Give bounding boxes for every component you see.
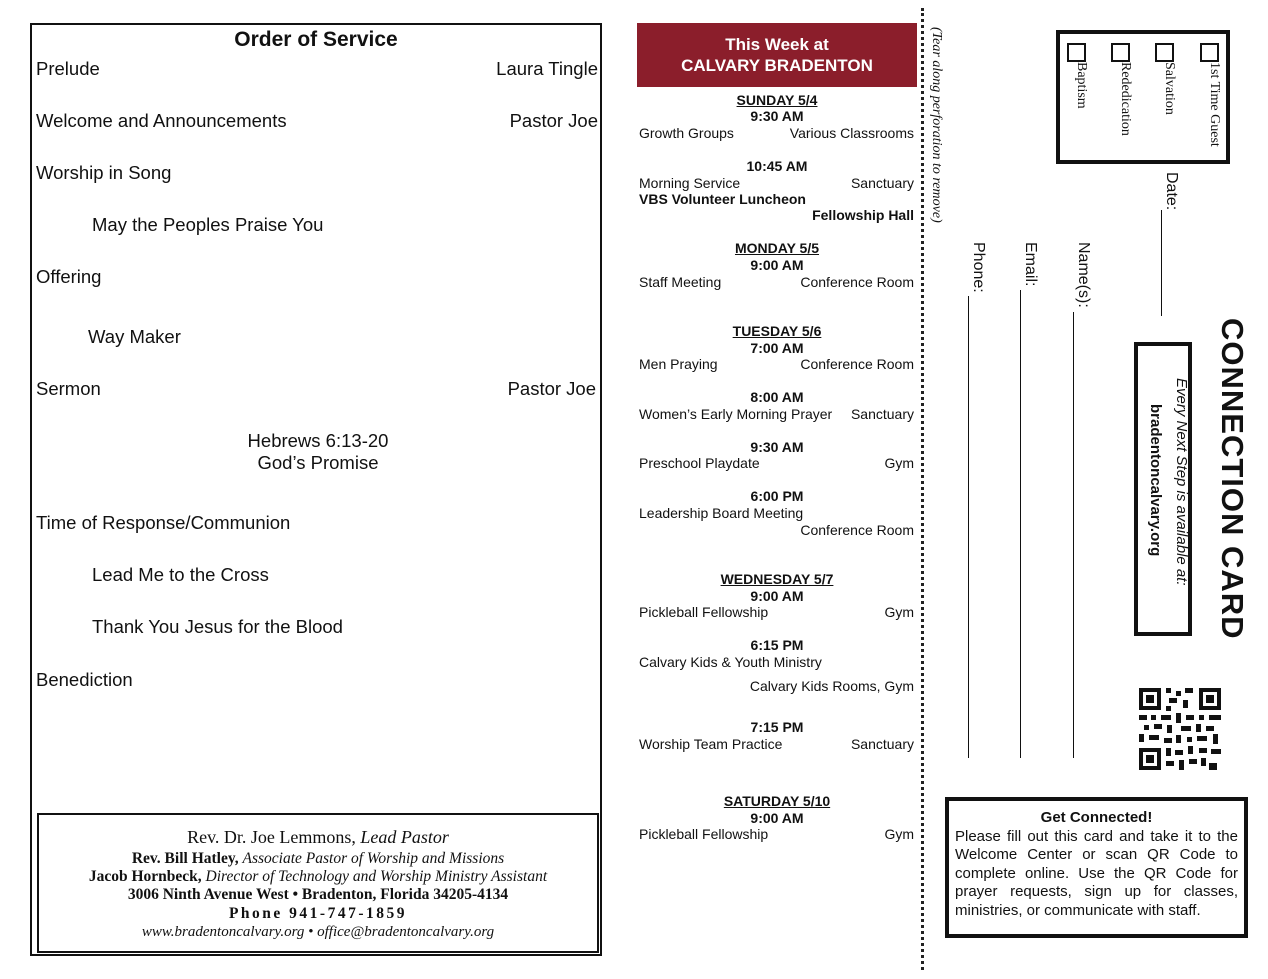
event-time: 7:15 PM [750,719,804,735]
banner-line-2: CALVARY BRADENTON [681,56,873,75]
event-name: Men Praying [639,356,718,372]
name-field[interactable] [1073,312,1074,758]
perforation-line [921,8,924,970]
event-time: 9:00 AM [750,810,804,826]
event-name: Morning Service [639,175,741,191]
event-name: Women’s Early Morning Prayer [639,406,833,422]
service-leader: Pastor Joe [509,110,598,131]
email-field[interactable] [1020,290,1021,758]
day-heading: TUESDAY 5/6 [732,323,822,339]
song-title: Thank You Jesus for the Blood [92,616,343,637]
staff-directory-box [37,813,599,953]
sermon-title: God’s Promise [257,452,379,473]
event-name: Staff Meeting [639,274,722,290]
day-heading: SATURDAY 5/10 [723,793,831,809]
event-time: 10:45 AM [746,158,808,174]
event-name: VBS Volunteer Luncheon [639,191,806,207]
associate-pastor-name: Rev. Bill Hatley, [131,850,239,867]
event-location: Conference Room [800,522,914,538]
service-item: Time of Response/Communion [36,512,291,533]
lead-pastor-line [39,827,597,848]
event-location: Fellowship Hall [812,207,914,223]
day-heading: MONDAY 5/5 [734,240,820,256]
get-connected-heading: Get Connected! [1040,809,1153,826]
event-name: Pickleball Fellowship [639,826,769,842]
church-web-email: www.bradentoncalvary.org • office@bradentoncalvary.org [141,924,495,940]
church-address: 3006 Ninth Avenue West • Bradenton, Florida 34205-4134 [127,886,509,903]
service-item: Offering [36,266,102,287]
get-connected-box [945,797,1248,938]
event-location: Gym [884,604,914,620]
event-name: Worship Team Practice [639,736,783,752]
event-location: Gym [884,826,914,842]
event-time: 7:00 AM [750,340,804,356]
service-item: Sermon [36,378,101,399]
event-time: 9:30 AM [750,108,804,124]
connection-card-title: CONNECTION CARD [1215,318,1250,640]
song-title: Lead Me to the Cross [92,564,269,585]
sermon-scripture: Hebrews 6:13-20 [247,430,389,451]
checkbox-label-baptism: Baptism [1074,62,1089,109]
checkbox-label-first-time-guest: 1st Time Guest [1207,62,1222,147]
get-connected-body: Please fill out this card and take it to the Welcome Center or scan QR Code to complete online. Use the QR Code for prayer requests, sign up for classes, ministries, or communicate with staff. [955,827,1238,919]
checkbox-rededication[interactable] [1111,43,1130,62]
tear-instruction: (Tear along perforation to remove) [929,27,944,223]
service-item: Benediction [36,669,133,690]
event-time: 6:00 PM [750,488,804,504]
checkbox-label-salvation: Salvation [1162,62,1177,115]
associate-pastor-line [39,850,597,868]
service-leader: Laura Tingle [496,58,598,79]
checkbox-baptism[interactable] [1067,43,1086,62]
event-time: 6:15 PM [750,637,804,653]
event-location: Calvary Kids Rooms, Gym [749,678,914,694]
director-line [39,868,597,886]
event-location: Conference Room [800,274,914,290]
this-week-banner [637,23,917,87]
order-of-service-panel [30,23,602,956]
director-name: Jacob Hornbeck, [88,868,202,885]
day-heading: SUNDAY 5/4 [736,92,818,108]
church-phone: Phone 941-747-1859 [228,905,408,922]
phone-label: Phone: [970,242,987,293]
phone-field[interactable] [968,296,969,758]
event-time: 9:00 AM [750,257,804,273]
day-heading: WEDNESDAY 5/7 [720,571,834,587]
date-label: Date: [1163,172,1180,211]
song-title: May the Peoples Praise You [92,214,324,235]
checkbox-label-rededication: Rededication [1118,62,1133,136]
event-name: Pickleball Fellowship [639,604,769,620]
service-item: Prelude [36,58,100,79]
event-name: Calvary Kids & Youth Ministry [639,654,822,670]
director-title: Director of Technology and Worship Ministry Assistant [205,868,548,885]
service-leader: Pastor Joe [507,378,596,399]
lead-pastor-title: Lead Pastor [360,827,449,847]
connection-card-subtitle: Every Next Step is available at: [1173,378,1190,586]
event-name: Preschool Playdate [639,455,760,471]
qr-code-icon[interactable] [1139,688,1221,770]
event-time: 8:00 AM [750,389,804,405]
event-location: Sanctuary [850,736,914,752]
service-item: Worship in Song [36,162,172,183]
event-time: 9:30 AM [750,439,804,455]
checkbox-first-time-guest[interactable] [1200,43,1219,62]
banner-line-1: This Week at [725,35,829,54]
connection-card-url: bradentoncalvary.org [1147,404,1164,557]
email-label: Email: [1022,242,1039,287]
lead-pastor-name: Rev. Dr. Joe Lemmons, [187,827,356,847]
song-title: Way Maker [88,326,181,347]
event-location: Conference Room [800,356,914,372]
order-of-service-title: Order of Service [234,28,398,51]
name-label: Name(s): [1075,242,1092,308]
event-name: Leadership Board Meeting [639,505,804,521]
event-location: Gym [884,455,914,471]
event-location: Sanctuary [850,406,914,422]
associate-pastor-title: Associate Pastor of Worship and Missions [242,850,505,867]
date-field[interactable] [1161,210,1162,316]
event-location: Various Classrooms [789,125,914,141]
event-location: Sanctuary [850,175,914,191]
event-name: Growth Groups [639,125,734,141]
service-item: Welcome and Announcements [36,110,287,131]
event-time: 9:00 AM [750,588,804,604]
checkbox-salvation[interactable] [1155,43,1174,62]
